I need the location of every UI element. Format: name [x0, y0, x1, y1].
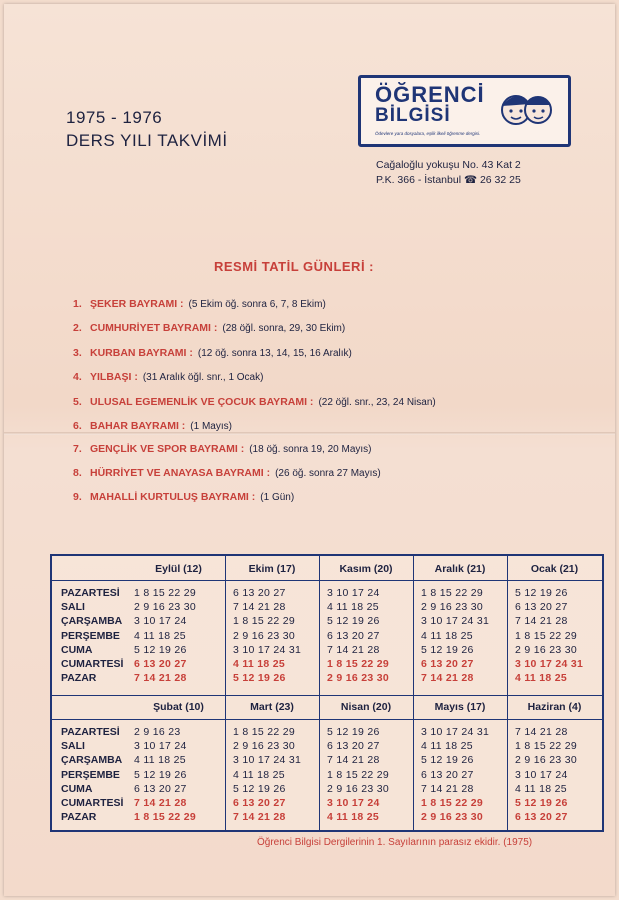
- date-row: 6 13 20 27: [421, 658, 474, 670]
- holiday-item: [73, 420, 232, 432]
- date-row: 6 13 20 27: [134, 782, 187, 795]
- date-row: 4 11 18 25: [515, 672, 568, 685]
- date-row: 4 11 18 25: [515, 782, 567, 795]
- address-line2: P.K. 366 - İstanbul ☎ 26 32 25: [376, 174, 521, 186]
- holiday-name: GENÇLİK VE SPOR BAYRAMI :: [90, 443, 245, 455]
- calendar-title: DERS YILI TAKVİMİ: [66, 131, 228, 150]
- date-row: 7 14 21 28: [134, 797, 187, 809]
- grid-horizontal-line: [52, 719, 602, 720]
- date-row: 2 9 16 23 30: [421, 601, 483, 614]
- date-row: 5 12 19 26: [134, 768, 187, 781]
- date-row: 2 9 16 23 30: [134, 601, 196, 614]
- date-row: 2 9 16 23 30: [327, 672, 389, 685]
- holiday-number: 1.: [73, 298, 82, 310]
- date-row: 3 10 17 24: [327, 797, 380, 809]
- month-header: Nisan (20): [340, 701, 392, 713]
- logo-line1: ÖĞRENCİ: [375, 82, 485, 107]
- weekday-label: CUMA: [61, 643, 93, 656]
- holiday-dates: (5 Ekim öğ. sonra 6, 7, 8 Ekim): [188, 299, 326, 310]
- holidays-heading: RESMİ TATİL GÜNLERİ :: [214, 259, 374, 274]
- date-row: 2 9 16 23 30: [421, 811, 483, 824]
- footer-note: Öğrenci Bilgisi Dergilerinin 1. Sayılarının parasız ekidir. (1975): [257, 837, 533, 848]
- month-header: Şubat (10): [153, 701, 204, 713]
- date-row: 6 13 20 27: [421, 768, 474, 781]
- holiday-number: 7.: [73, 443, 82, 455]
- calendar-years: 1975 - 1976: [66, 108, 163, 127]
- grid-vertical-line: [507, 556, 508, 830]
- date-row: 5 12 19 26: [134, 643, 187, 656]
- holiday-item: [73, 371, 263, 383]
- holiday-name: ULUSAL EGEMENLİK VE ÇOCUK BAYRAMI :: [90, 396, 314, 408]
- date-row: 5 12 19 26: [421, 754, 474, 767]
- month-header: Mart (23): [250, 701, 294, 713]
- date-row: 3 10 17 24 31: [421, 615, 490, 628]
- date-row: 7 14 21 28: [233, 601, 286, 614]
- grid-vertical-line: [319, 556, 320, 830]
- month-header: Kasım (20): [339, 563, 393, 575]
- date-row: 7 14 21 28: [327, 754, 380, 767]
- holiday-name: BAHAR BAYRAMI :: [90, 420, 186, 432]
- holiday-number: 6.: [73, 420, 82, 432]
- date-row: 3 10 17 24 31: [515, 658, 584, 670]
- date-row: 4 11 18 25: [134, 629, 186, 642]
- holiday-dates: (28 öğl. sonra, 29, 30 Ekim): [222, 323, 346, 334]
- date-row: 1 8 15 22 29: [421, 587, 483, 599]
- holiday-dates: (12 öğ. sonra 13, 14, 15, 16 Aralık): [197, 348, 352, 359]
- holiday-dates: (1 Mayıs): [190, 421, 232, 432]
- date-row: 2 9 16 23 30: [233, 629, 295, 642]
- weekday-label: SALI: [61, 601, 85, 614]
- holiday-number: 3.: [73, 347, 82, 359]
- date-row: 5 12 19 26: [421, 643, 474, 656]
- date-row: 5 12 19 26: [233, 782, 286, 795]
- date-row: 6 13 20 27: [327, 740, 380, 753]
- holiday-number: 5.: [73, 396, 82, 408]
- weekday-label: PERŞEMBE: [61, 629, 120, 642]
- grid-horizontal-line: [52, 695, 602, 696]
- date-row: 7 14 21 28: [421, 672, 474, 685]
- holiday-item: [73, 491, 294, 503]
- holiday-name: KURBAN BAYRAMI :: [90, 347, 193, 359]
- date-row: 4 11 18 25: [421, 740, 473, 753]
- holiday-item: [73, 347, 352, 359]
- date-row: 3 10 17 24: [134, 740, 187, 753]
- weekday-label: PAZARTESİ: [61, 726, 120, 738]
- weekday-label: CUMA: [61, 782, 93, 795]
- date-row: 7 14 21 28: [421, 782, 474, 795]
- date-row: 7 14 21 28: [327, 643, 380, 656]
- date-row: 1 8 15 22 29: [515, 740, 577, 753]
- date-row: 4 11 18 25: [327, 601, 379, 614]
- children-illustration-icon: [494, 84, 558, 136]
- date-row: 1 8 15 22 29: [421, 797, 483, 809]
- date-row: 6 13 20 27: [327, 629, 380, 642]
- holiday-name: CUMHURİYET BAYRAMI :: [90, 322, 218, 334]
- weekday-label: ÇARŞAMBA: [61, 615, 123, 628]
- date-row: 1 8 15 22 29: [327, 768, 389, 781]
- date-row: 5 12 19 26: [327, 615, 380, 628]
- date-row: 6 13 20 27: [233, 587, 286, 599]
- date-row: 6 13 20 27: [515, 601, 568, 614]
- date-row: 3 10 17 24 31: [421, 726, 490, 738]
- date-row: 3 10 17 24: [134, 615, 187, 628]
- date-row: 7 14 21 28: [515, 726, 568, 738]
- weekday-label: SALI: [61, 740, 85, 753]
- holiday-number: 8.: [73, 467, 82, 479]
- date-row: 5 12 19 26: [233, 672, 286, 685]
- holiday-dates: (31 Aralık öğl. snr., 1 Ocak): [142, 372, 264, 383]
- month-header: Haziran (4): [527, 701, 582, 713]
- holiday-item: [73, 298, 326, 310]
- date-row: 4 11 18 25: [421, 629, 473, 642]
- date-row: 4 11 18 25: [134, 754, 186, 767]
- date-row: 3 10 17 24 31: [233, 754, 302, 767]
- weekday-label: PERŞEMBE: [61, 768, 120, 781]
- date-row: 7 14 21 28: [515, 615, 568, 628]
- date-row: 6 13 20 27: [515, 811, 568, 824]
- grid-vertical-line: [413, 556, 414, 830]
- holiday-dates: (22 öğl. snr., 23, 24 Nisan): [318, 397, 436, 408]
- date-row: 5 12 19 26: [327, 726, 380, 738]
- weekday-label: PAZAR: [61, 672, 97, 685]
- date-row: 4 11 18 25: [233, 658, 286, 670]
- date-row: 2 9 16 23 30: [515, 643, 577, 656]
- date-row: 1 8 15 22 29: [515, 629, 577, 642]
- date-row: 1 8 15 22 29: [327, 658, 389, 670]
- date-row: 3 10 17 24 31: [233, 643, 302, 656]
- weekday-label: PAZARTESİ: [61, 587, 120, 599]
- date-row: 4 11 18 25: [233, 768, 285, 781]
- holiday-item: [73, 443, 372, 455]
- holiday-dates: (1 Gün): [260, 492, 295, 503]
- date-row: 2 9 16 23: [134, 726, 181, 738]
- date-row: 6 13 20 27: [134, 658, 187, 670]
- date-row: 2 9 16 23 30: [515, 754, 577, 767]
- date-row: 1 8 15 22 29: [134, 811, 196, 824]
- grid-horizontal-line: [52, 580, 602, 581]
- month-header: Eylül (12): [155, 563, 202, 575]
- holiday-dates: (18 öğ. sonra 19, 20 Mayıs): [249, 444, 372, 455]
- holiday-number: 4.: [73, 371, 82, 383]
- month-header: Aralık (21): [434, 563, 486, 575]
- holiday-name: YILBAŞI :: [90, 371, 138, 383]
- weekday-label: ÇARŞAMBA: [61, 754, 123, 767]
- date-row: 3 10 17 24: [515, 768, 568, 781]
- date-row: 4 11 18 25: [327, 811, 380, 824]
- ogrenci-bilgisi-logo: [358, 75, 571, 147]
- date-row: 1 8 15 22 29: [233, 615, 295, 628]
- date-row: 3 10 17 24: [327, 587, 380, 599]
- holiday-item: [73, 396, 436, 408]
- logo-line2: BİLGİSİ: [375, 105, 451, 126]
- month-header: Ocak (21): [530, 563, 579, 575]
- date-row: 7 14 21 28: [134, 672, 187, 685]
- date-row: 2 9 16 23 30: [327, 782, 389, 795]
- date-row: 5 12 19 26: [515, 587, 568, 599]
- date-row: 2 9 16 23 30: [233, 740, 295, 753]
- logo-tagline: Ödevlere yara dosyalara, eşlik ilkeli öğrenme dergisi.: [375, 131, 481, 136]
- month-header: Mayıs (17): [434, 701, 486, 713]
- address-line1: Cağaloğlu yokuşu No. 43 Kat 2: [376, 159, 521, 171]
- grid-vertical-line: [225, 556, 226, 830]
- holiday-number: 2.: [73, 322, 82, 334]
- weekday-label: CUMARTESİ: [61, 658, 124, 670]
- holiday-dates: (26 öğ. sonra 27 Mayıs): [275, 468, 381, 479]
- holiday-item: [73, 467, 381, 479]
- date-row: 7 14 21 28: [233, 811, 286, 824]
- date-row: 1 8 15 22 29: [134, 587, 196, 599]
- weekday-label: CUMARTESİ: [61, 797, 124, 809]
- holiday-name: HÜRRİYET VE ANAYASA BAYRAMI :: [90, 467, 271, 479]
- date-row: 6 13 20 27: [233, 797, 286, 809]
- fold-crease: [4, 432, 615, 435]
- date-row: 1 8 15 22 29: [233, 726, 295, 738]
- holiday-name: MAHALLİ KURTULUŞ BAYRAMI :: [90, 491, 256, 503]
- date-row: 5 12 19 26: [515, 797, 568, 809]
- weekday-label: PAZAR: [61, 811, 97, 824]
- month-header: Ekim (17): [248, 563, 296, 575]
- holiday-number: 9.: [73, 491, 82, 503]
- calendar-grid: [50, 554, 604, 832]
- holiday-name: ŞEKER BAYRAMI :: [90, 298, 184, 310]
- holiday-item: [73, 322, 345, 334]
